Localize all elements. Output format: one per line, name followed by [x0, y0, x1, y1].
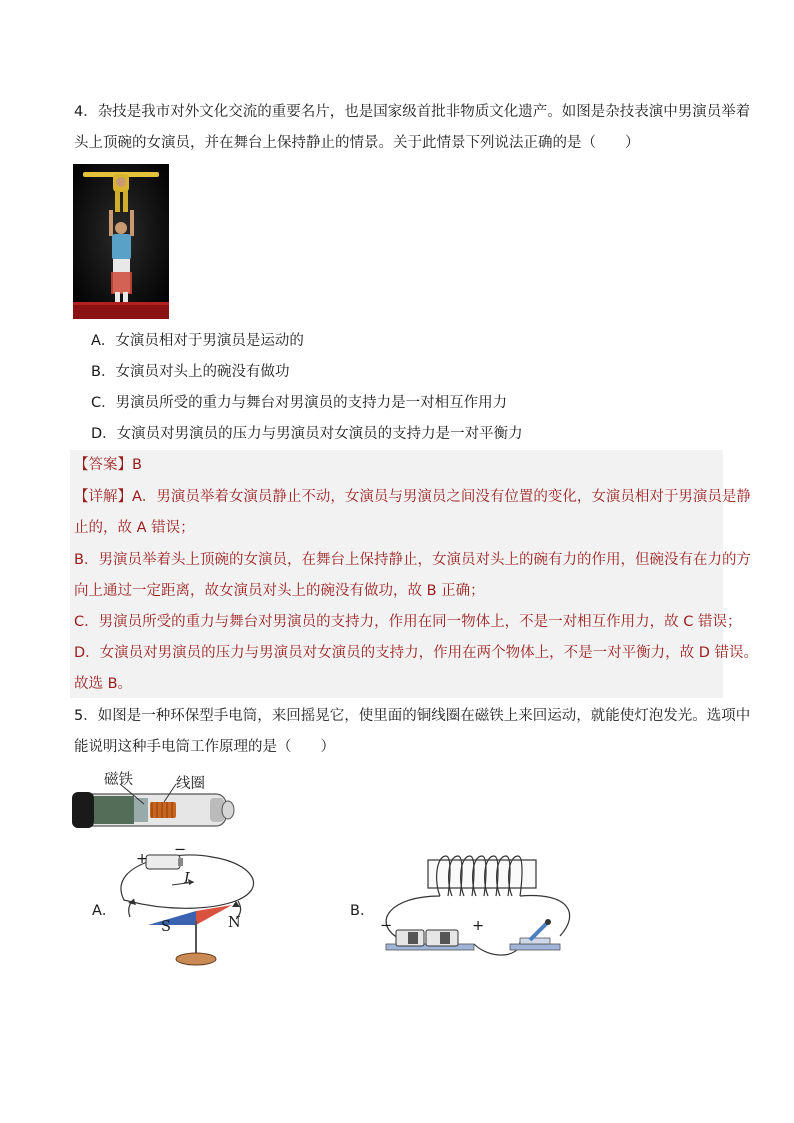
acrobat-photo — [73, 164, 169, 319]
q4-detail-line-7: 故选 B。 — [74, 676, 133, 692]
q5-option-b-letter[interactable]: B． — [350, 903, 375, 919]
q5-stem-line-1: 5．如图是一种环保型手电筒，来回摇晃它，使里面的铜线圈在磁铁上来回运动，就能使灯泡发光。选项中 — [74, 708, 751, 724]
option-a-minus: − — [174, 842, 187, 858]
flashlight-figure — [72, 768, 242, 834]
q4-stem-line-2: 头上顶碗的女演员，并在舞台上保持静止的情景。关于此情景下列说法正确的是（ ） — [74, 135, 640, 151]
option-b-minus: − — [380, 918, 393, 934]
north-pole-label: N — [228, 915, 241, 931]
q5-stem-line-2: 能说明这种手电筒工作原理的是（ ） — [74, 739, 335, 755]
magnet-label: 磁铁 — [104, 772, 133, 788]
option-a-plus: + — [136, 851, 149, 867]
q4-answer: 【答案】B — [74, 457, 142, 473]
option-b-figure[interactable] — [370, 852, 580, 962]
coil-label: 线圈 — [176, 776, 205, 792]
acrobat-illustration — [73, 164, 169, 319]
q4-detail-line-6: D．女演员对男演员的压力与男演员对女演员的支持力，作用在两个物体上，不是一对平衡力，故 D 错误。 — [74, 645, 759, 661]
q4-option-d[interactable]: D．女演员对男演员的压力与男演员对女演员的支持力是一对平衡力 — [91, 426, 523, 442]
q4-option-c[interactable]: C．男演员所受的重力与舞台对男演员的支持力是一对相互作用力 — [91, 395, 508, 411]
q4-detail-line-4: 向上通过一定距离，故女演员对头上的碗没有做功，故 B 正确； — [74, 583, 485, 599]
q4-option-b[interactable]: B．女演员对头上的碗没有做功 — [91, 364, 290, 380]
q4-detail-line-1: 【详解】A．男演员举着女演员静止不动，女演员与男演员之间没有位置的变化，女演员相对于男演员是静 — [74, 489, 751, 505]
q4-detail-line-3: B．男演员举着头上顶碗的女演员，在舞台上保持静止，女演员对头上的碗有力的作用，但碗没有在力的方 — [74, 552, 751, 568]
q4-detail-line-2: 止的，故 A 错误； — [74, 520, 195, 536]
option-b-plus: + — [472, 918, 485, 934]
q4-option-a[interactable]: A．女演员相对于男演员是运动的 — [91, 333, 304, 349]
q5-option-a-letter[interactable]: A． — [92, 903, 117, 919]
q4-detail-line-5: C．男演员所受的重力与舞台对男演员的支持力，作用在同一物体上，不是一对相互作用力，故 C 错误； — [74, 614, 742, 630]
q4-stem-line-1: 4．杂技是我市对外文化交流的重要名片，也是国家级首批非物质文化遗产。如图是杂技表演中男演员举着 — [74, 104, 751, 120]
current-label: I — [184, 871, 190, 887]
solenoid-circuit-illustration — [370, 852, 580, 962]
option-a-figure[interactable] — [112, 842, 272, 970]
flashlight-illustration — [72, 768, 242, 834]
south-pole-label: S — [161, 919, 171, 935]
